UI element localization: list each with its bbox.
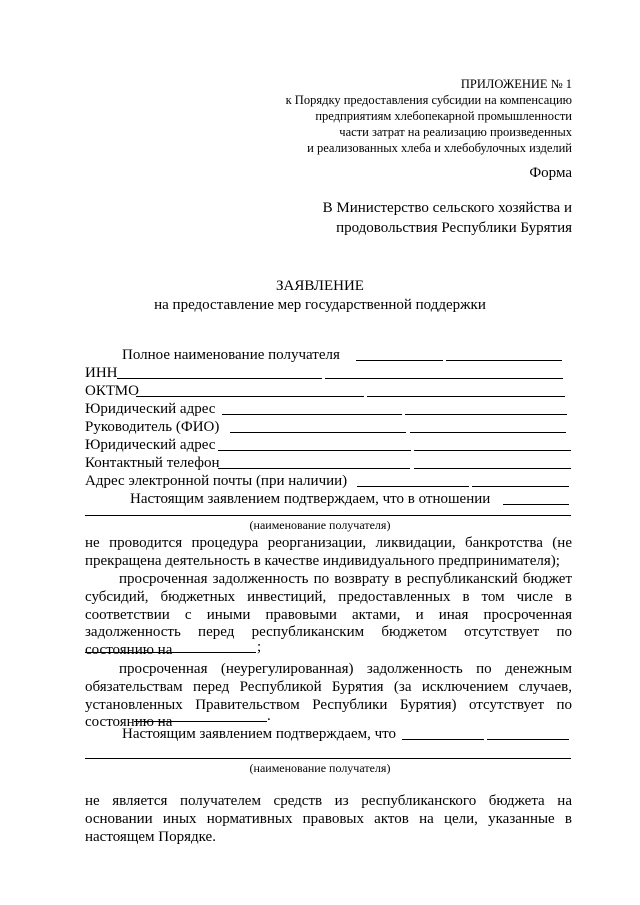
- confirm-text: Настоящим заявлением подтверждаем, что: [122, 726, 397, 742]
- field-label: Юридический адрес: [85, 401, 216, 417]
- full-name-blank[interactable]: [356, 360, 443, 361]
- paragraph-text: просроченная (неурегулированная) задолженность по денежным обязательствам перед Республикой Бурятия (за исключением случаев, установленных Правительством Республики Бурятия) отсутствует по состоянию на: [85, 661, 572, 731]
- recipient-name-blank[interactable]: [85, 515, 571, 516]
- field-label: Контактный телефон: [85, 455, 220, 471]
- appendix-ref-line: части затрат на реализацию произведенных: [339, 125, 572, 139]
- title-heading: ЗАЯВЛЕНИЕ: [276, 278, 364, 294]
- confirm-statement-2: [122, 725, 572, 743]
- field-label: Адрес электронной почты (при наличии): [85, 473, 348, 489]
- field-inn: [85, 364, 572, 382]
- field-director: [85, 418, 572, 436]
- appendix-ref-line: к Порядку предоставления субсидии на компенсацию: [285, 93, 572, 107]
- document-title: [0, 277, 640, 315]
- field-label: ИНН: [85, 365, 118, 381]
- recipient-name-blank[interactable]: [402, 739, 484, 740]
- punctuation: .: [267, 708, 271, 724]
- field-phone: [85, 454, 572, 472]
- field-full-name: [122, 346, 572, 364]
- field-label: Руководитель (ФИО): [85, 419, 220, 435]
- title-subheading: на предоставление мер государственной поддержки: [154, 297, 486, 313]
- director-blank[interactable]: [230, 432, 406, 433]
- paragraph-not-recipient: не является получателем средств из республиканского бюджета на основании иных нормативных правовых актов на цели, указанные в настоящем Порядке.: [85, 793, 572, 845]
- recipient-name-blank[interactable]: [85, 758, 571, 759]
- field-oktmo: [85, 382, 572, 400]
- appendix-number: ПРИЛОЖЕНИЕ № 1: [460, 77, 572, 91]
- phone-blank[interactable]: [414, 468, 571, 469]
- field-label: Полное наименование получателя: [122, 347, 340, 363]
- field-label: Юридический адрес: [85, 437, 216, 453]
- inn-blank[interactable]: [117, 378, 322, 379]
- recipient-name-blank[interactable]: [503, 504, 569, 505]
- full-name-blank[interactable]: [446, 360, 562, 361]
- confirm-statement-1: [130, 490, 572, 508]
- paragraph-text: просроченная задолженность по возврату в республиканский бюджет субсидий, бюджетных инвестиций, предоставленных в том числе в соответствии с иными правовыми актами, и иная просроченная задолженность перед республиканским бюджетом отсутствует по состоянию на: [85, 571, 572, 659]
- addressee-line: В Министерство сельского хозяйства и: [322, 200, 572, 216]
- appendix-ref-line: предприятиям хлебопекарной промышленности: [315, 109, 572, 123]
- addressee-line: продовольствия Республики Бурятия: [336, 220, 572, 236]
- legal-address-2-blank[interactable]: [414, 450, 571, 451]
- email-blank[interactable]: [357, 486, 469, 487]
- date-blank[interactable]: [85, 652, 256, 653]
- email-blank[interactable]: [472, 486, 569, 487]
- appendix-ref-line: и реализованных хлеба и хлебобулочных изделий: [307, 141, 572, 155]
- punctuation: ;: [257, 639, 262, 655]
- field-legal-address: [85, 400, 572, 418]
- recipient-name-blank[interactable]: [487, 739, 569, 740]
- paragraph-no-reorganization: не проводится процедура реорганизации, ликвидации, банкротства (не прекращена деятельность в качестве индивидуального предпринимателя);: [85, 535, 572, 569]
- form-label: Форма: [529, 165, 572, 181]
- addressee: [323, 198, 572, 238]
- confirm-text: Настоящим заявлением подтверждаем, что в отношении: [130, 491, 491, 507]
- legal-address-2-blank[interactable]: [218, 450, 411, 451]
- legal-address-blank[interactable]: [222, 414, 402, 415]
- phone-blank[interactable]: [218, 468, 410, 469]
- recipient-caption: (наименование получателя): [249, 518, 391, 532]
- oktmo-blank[interactable]: [136, 396, 364, 397]
- legal-address-blank[interactable]: [405, 414, 567, 415]
- field-legal-address-2: [85, 436, 572, 454]
- field-label: ОКТМО: [85, 383, 139, 399]
- field-email: [85, 472, 572, 490]
- inn-blank[interactable]: [325, 378, 563, 379]
- recipient-caption: (наименование получателя): [249, 761, 391, 775]
- appendix-header: [286, 76, 572, 156]
- date-blank[interactable]: [134, 721, 267, 722]
- oktmo-blank[interactable]: [367, 396, 565, 397]
- director-blank[interactable]: [410, 432, 566, 433]
